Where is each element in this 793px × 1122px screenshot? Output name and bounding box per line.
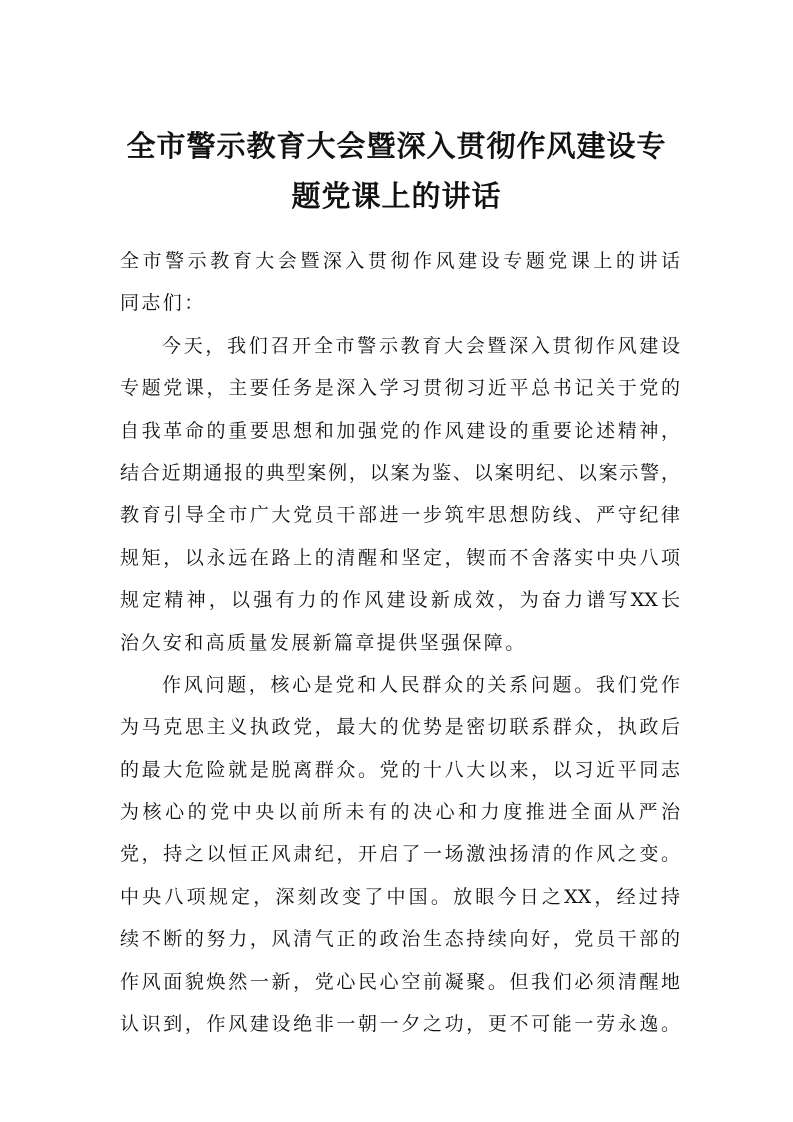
body-line: 规定精神，以强有力的作风建设新成效，为奋力谱写XX长	[120, 589, 680, 612]
body-line: 为马克思主义执政党，最大的优势是密切联系群众，执政后	[120, 716, 680, 739]
body-line: 教育引导全市广大党员干部进一步筑牢思想防线、严守纪律	[120, 504, 680, 527]
body-line: 治久安和高质量发展新篇章提供坚强保障。	[120, 631, 527, 654]
body-line: 专题党课，主要任务是深入学习贯彻习近平总书记关于党的	[120, 377, 680, 400]
body-line: 作风问题，核心是党和人民群众的关系问题。我们党作	[162, 673, 680, 696]
body-line: 自我革命的重要思想和加强党的作风建设的重要论述精神，	[120, 419, 680, 442]
document-body	[120, 240, 680, 1045]
body-line: 续不断的努力，风清气正的政治生态持续向好，党员干部的	[120, 928, 680, 951]
body-line: 为核心的党中央以前所未有的决心和力度推进全面从严治	[120, 801, 680, 824]
document-title-line-2: 题党课上的讲话	[291, 179, 502, 213]
body-line: 中央八项规定，深刻改变了中国。放眼今日之XX，经过持	[120, 885, 680, 908]
body-line: 作风面貌焕然一新，党心民心空前凝聚。但我们必须清醒地	[120, 970, 680, 993]
salutation: 同志们：	[120, 292, 206, 315]
body-line: 全市警示教育大会暨深入贯彻作风建设专题党课上的讲话	[120, 250, 680, 272]
body-line: 今天，我们召开全市警示教育大会暨深入贯彻作风建设	[162, 334, 680, 357]
body-line: 规矩，以永远在路上的清醒和坚定，锲而不舍落实中央八项	[120, 546, 680, 569]
document-title-line-1: 全市警示教育大会暨深入贯彻作风建设专	[126, 129, 667, 163]
body-line: 的最大危险就是脱离群众。党的十八大以来，以习近平同志	[120, 758, 680, 781]
body-line: 党，持之以恒正风肃纪，开启了一场激浊扬清的作风之变。	[120, 843, 680, 866]
body-line: 结合近期通报的典型案例，以案为鉴、以案明纪、以案示警，	[120, 461, 680, 484]
body-line: 认识到，作风建设绝非一朝一夕之功，更不可能一劳永逸。	[120, 1013, 680, 1036]
